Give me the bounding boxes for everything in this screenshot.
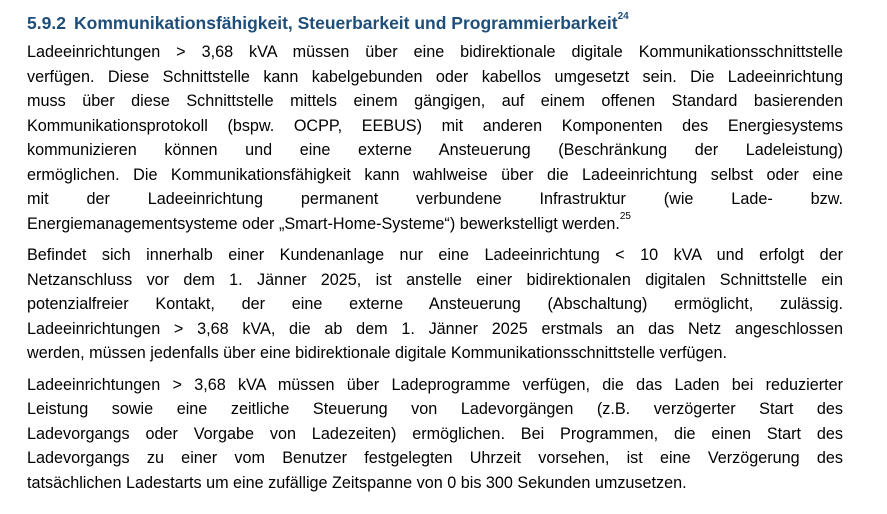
text-line: mit der Ladeeinrichtung permanent verbundene Infrastruktur (wie Lade- bzw.: [27, 190, 843, 208]
text-line: muss über diese Schnittstelle mittels einem gängigen, auf einem offenen Standard basierenden: [27, 92, 843, 110]
text-line: werden, müssen jedenfalls über eine bidirektionale digitale Kommunikationsschnittstelle verfügen.: [27, 344, 728, 362]
paragraph-communication-interface: [27, 40, 843, 236]
text-line: Netzanschluss vor dem 1. Jänner 2025, ist anstelle einer bidirektionalen digitalen Schnittstelle ein: [27, 270, 843, 289]
text-line: Ladeeinrichtungen > 3,68 kVA müssen über Ladeprogramme verfügen, die das Laden bei reduzierter: [27, 375, 843, 394]
footnote-ref-24[interactable]: 24: [617, 11, 629, 23]
text-line: potenzialfreier Kontakt, der eine externe Ansteuerung (Abschaltung) ermöglicht, zulässig.: [27, 295, 843, 313]
paragraph-potential-free-contact: [27, 243, 843, 366]
text-line: Leistung sowie eine zeitliche Steuerung von Ladevorgängen (z.B. verzögerter Start des: [27, 400, 843, 418]
text-line: Kommunikationsprotokoll (bspw. OCPP, EEBUS) mit anderen Komponenten des Energiesystems: [27, 116, 843, 135]
paragraph-charging-programs: [27, 373, 843, 496]
section-title: Kommunikationsfähigkeit, Steuerbarkeit und Programmierbarkeit: [74, 13, 618, 33]
section-number: 5.9.2: [27, 13, 66, 33]
text-line: Ladeeinrichtungen > 3,68 kVA, die ab dem 1. Jänner 2025 erstmals an das Netz angeschlossen: [27, 319, 843, 338]
text-line-content: Energiemanagementsysteme oder „Smart-Home-Systeme“) bewerkstelligt werden.: [27, 214, 620, 233]
text-line: ermöglichen. Die Kommunikationsfähigkeit kann wahlweise über die Ladeeinrichtung selbst oder eine: [27, 165, 843, 184]
text-line: [27, 212, 843, 237]
section-heading: [27, 10, 843, 36]
text-line: kommunizieren können und eine externe Ansteuerung (Beschränkung der Ladeleistung): [27, 141, 843, 159]
text-line: tatsächlichen Ladestarts um eine zufällige Zeitspanne von 0 bis 300 Sekunden umzusetzen.: [27, 473, 687, 492]
document-page: [27, 10, 843, 502]
text-line: Ladevorgangs zu einer vom Benutzer festgelegten Uhrzeit vorsehen, ist eine Verzögerung des: [27, 449, 843, 467]
footnote-ref-25[interactable]: 25: [619, 211, 631, 223]
text-line: Befindet sich innerhalb einer Kundenanlage nur eine Ladeeinrichtung < 10 kVA und erfolgt der: [27, 246, 843, 264]
text-line: Ladeeinrichtungen > 3,68 kVA müssen über eine bidirektionale digitale Kommunikationsschnittstelle: [27, 43, 843, 61]
text-line: Ladevorgangs oder Vorgabe von Ladezeiten) ermöglichen. Bei Programmen, die einen Start des: [27, 424, 843, 443]
text-line: verfügen. Diese Schnittstelle kann kabelgebunden oder kabellos umgesetzt sein. Die Ladeeinrichtung: [27, 67, 843, 86]
